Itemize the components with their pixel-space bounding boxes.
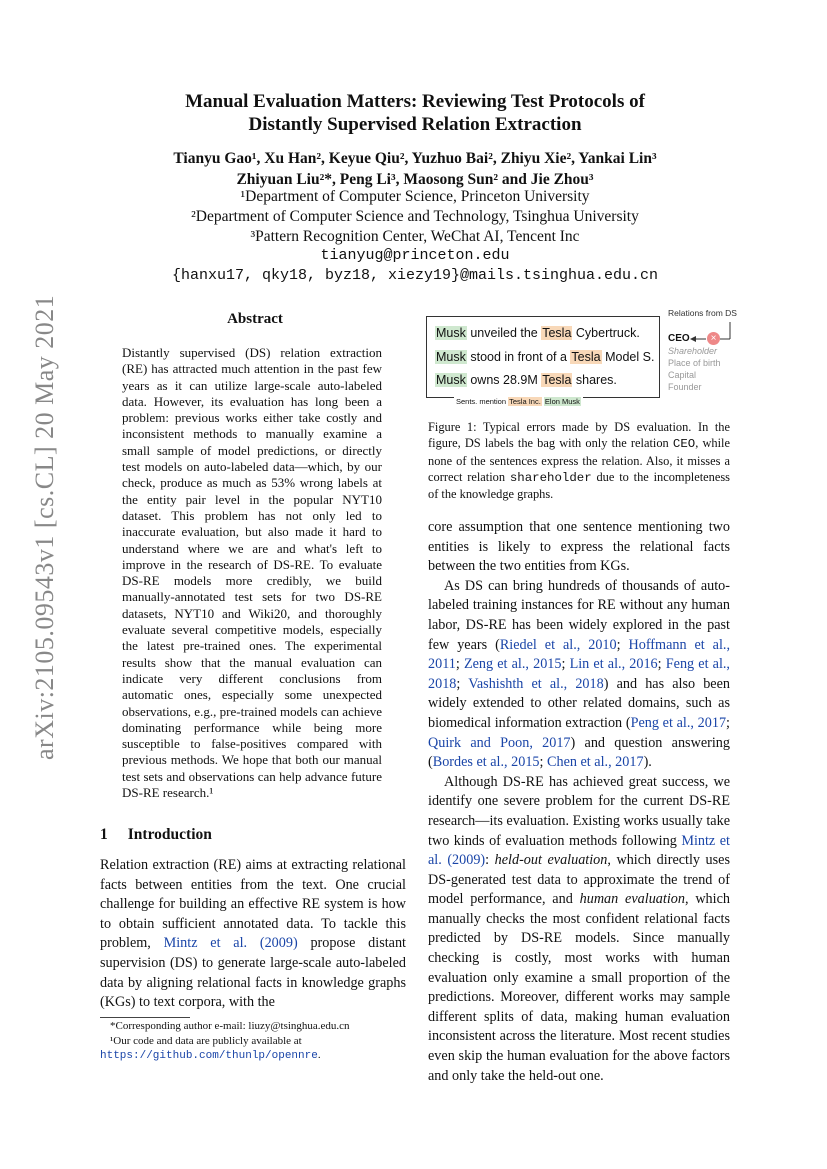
text: ). bbox=[643, 754, 652, 771]
right-column-body bbox=[428, 518, 730, 1086]
sentence-bag-box bbox=[426, 316, 660, 398]
citation-link[interactable]: Feng et al., 2018 bbox=[428, 656, 730, 692]
entity-tesla: Tesla bbox=[542, 373, 572, 387]
sents-entity-musk: Elon Musk bbox=[544, 397, 580, 406]
sentence-text: unveiled the bbox=[466, 326, 542, 340]
entity-musk: Musk bbox=[436, 373, 466, 387]
relation-capital: Capital bbox=[668, 370, 697, 380]
caption-text-b: , while none of the sentences express the relation. Also, it misses a correct relation bbox=[428, 436, 730, 484]
text: ) and question answering ( bbox=[428, 734, 730, 771]
sents-label-text: Sents. mention bbox=[456, 397, 509, 406]
text: ) and has also been widely extended to other related domains, such as biomedical information extraction ( bbox=[428, 675, 730, 731]
relation-shareholder: Shareholder bbox=[668, 346, 718, 356]
footnote-code-end: . bbox=[317, 1049, 321, 1061]
authors-line-1: Tianyu Gao¹, Xu Han², Keyue Qiu², Yuzhuo Bai², Zhiyu Xie², Yankai Lin³ bbox=[173, 150, 657, 167]
sep: ; bbox=[561, 656, 570, 673]
wrong-label-x-icon: × bbox=[707, 332, 720, 345]
sentence-1 bbox=[435, 326, 640, 340]
caption-shareholder: shareholder bbox=[509, 470, 592, 485]
sentence-text: shares. bbox=[572, 373, 617, 387]
paragraph-ds-explored bbox=[428, 577, 730, 773]
footnotes bbox=[100, 1019, 406, 1064]
caption-text-c: due to the incompleteness of the knowledge graphs. bbox=[428, 469, 730, 502]
affiliation-3: ³Pattern Recognition Center, WeChat AI, Tencent Inc bbox=[250, 228, 580, 245]
sentence-text: owns 28.9M bbox=[466, 373, 542, 387]
citation-link-mintz[interactable]: Mintz et al. (2009) bbox=[428, 832, 730, 869]
abstract-body: Distantly supervised (DS) relation extraction (RE) has attracted much attention in the past few years as it can utilize large-scale auto-labeled data. However, its evaluation has long been a problem: previous works either take costly and inconsistent methods to manually examine a small sample of model predictions, or directly test models on auto-labeled data—which, by our check, produce as much as 53% wrong labels at the entity pair level in the popular NYT10 dataset. This problem has not only led to inaccurate evaluation, but also made it hard to understand where we are and what's left to improve in the research of DS-RE. To evaluate DS-RE models more credibly, we build manually-annotated test sets for two DS-RE datasets, NYT10 and Wiki20, and thoroughly evaluate several competitive models, especially the latest pre-trained ones. The experimental results show that the manual evaluation can indicate very different conclusions from automatic ones, especially some unexpected observations, e.g., pre-trained models can achieve dominating performance while being more susceptible to false-positives compared with previous methods. We hope that both our manual test sets and observations can help advance future DS-RE research.¹ bbox=[122, 345, 382, 801]
github-link[interactable]: https://github.com/thunlp/opennre bbox=[100, 1050, 318, 1062]
sentence-2 bbox=[435, 350, 654, 364]
ceo-arrow-head bbox=[690, 336, 696, 342]
relation-place-of-birth: Place of birth bbox=[668, 358, 721, 368]
footnote-code bbox=[100, 1034, 406, 1064]
citation-link[interactable]: Bordes et al., 2015 bbox=[432, 754, 540, 771]
citation-link[interactable]: Riedel et al., 2010 bbox=[499, 636, 617, 653]
citation-link[interactable]: Quirk and Poon, 2017 bbox=[428, 734, 571, 751]
sentence-text: stood in front of a bbox=[466, 350, 571, 364]
sentence-text: Cybertruck. bbox=[572, 326, 640, 340]
affiliation-1: ¹Department of Computer Science, Princeton University bbox=[240, 188, 590, 205]
citation-link[interactable]: Chen et al., 2017 bbox=[547, 754, 644, 771]
term-human-eval: human evaluation bbox=[579, 891, 685, 908]
entity-tesla: Tesla bbox=[542, 326, 572, 340]
section-heading-introduction bbox=[100, 826, 212, 844]
text: As DS can bring hundreds of thousands of auto-labeled training instances for RE without any human labor, DS-RE has been widely explored in the past few years ( bbox=[428, 577, 730, 653]
term-held-out: held-out evaluation bbox=[494, 852, 608, 869]
text: Although DS-RE has achieved great success, we identify one severe problem for the current DS-RE research—its evaluation. Existing works usually take two kinds of evaluation methods following bbox=[428, 773, 730, 849]
sep: ; bbox=[726, 714, 730, 731]
entity-musk: Musk bbox=[436, 326, 466, 340]
relation-ceo: CEO bbox=[668, 333, 690, 344]
title-line-2: Distantly Supervised Relation Extraction bbox=[248, 114, 582, 135]
sep: ; bbox=[456, 675, 469, 692]
relations-heading: Relations from DS bbox=[668, 308, 737, 318]
intro-text-2: propose distant supervision (DS) to generate large-scale auto-labeled data by aligning relational facts in knowledge graphs (KGs) to text corpora, with the bbox=[100, 935, 406, 1011]
sentence-text: Model S. bbox=[601, 350, 655, 364]
sents-entity-tesla: Tesla Inc. bbox=[509, 397, 541, 406]
author-emails bbox=[100, 246, 730, 286]
section-title: Introduction bbox=[127, 826, 212, 843]
sep: ; bbox=[616, 636, 629, 653]
citation-link[interactable]: Peng et al., 2017 bbox=[630, 714, 727, 731]
citation-link[interactable]: Zeng et al., 2015 bbox=[463, 656, 562, 673]
text: , which directly uses DS-generated test data to approximate the trend of model performance, and bbox=[428, 852, 730, 908]
affiliations bbox=[100, 187, 730, 247]
footnote-code-text: ¹Our code and data are publicly available at bbox=[110, 1034, 302, 1047]
citation-link[interactable]: Vashishth et al., 2018 bbox=[468, 675, 604, 692]
introduction-paragraph bbox=[100, 856, 406, 1013]
citation-link[interactable]: Hoffmann et al., 2011 bbox=[428, 636, 730, 673]
paragraph-core-assumption: core assumption that one sentence mentioning two entities is likely to express the relational facts between the two entities from KGs. bbox=[428, 519, 730, 575]
footnote-divider bbox=[100, 1017, 190, 1018]
arxiv-identifier: arXiv:2105.09543v1 [cs.CL] 20 May 2021 bbox=[30, 294, 59, 760]
email-princeton: tianyug@princeton.edu bbox=[320, 247, 510, 264]
title-line-1: Manual Evaluation Matters: Reviewing Test Protocols of bbox=[185, 91, 645, 112]
text: , which manually checks the most confident relational facts predicted by DS-RE models. Since manually checking is costly, most works with human evaluation only examine a small proportion of the predictions. Moreover, different works may sample different splits of data, making human evaluation inconsistent across the literature. Most recent studies even skip the human evaluation for the above factors and only take the held-out one. bbox=[428, 891, 730, 1084]
paper-title bbox=[100, 90, 730, 136]
section-number: 1 bbox=[100, 826, 108, 843]
footnote-corresponding: *Corresponding author e-mail: liuzy@tsinghua.edu.cn bbox=[110, 1020, 350, 1032]
figure-1-caption bbox=[428, 419, 730, 502]
abstract-heading: Abstract bbox=[227, 311, 283, 327]
sep: ; bbox=[455, 656, 464, 673]
sep: ; bbox=[657, 656, 666, 673]
caption-text-a: Figure 1: Typical errors made by DS evaluation. In the figure, DS labels the bag with only the relation bbox=[428, 420, 730, 451]
text: : bbox=[485, 852, 495, 869]
citation-link[interactable]: Lin et al., 2016 bbox=[569, 656, 658, 673]
sentence-bag-label bbox=[454, 397, 583, 406]
sep: ; bbox=[539, 754, 548, 771]
figure-1 bbox=[424, 308, 737, 408]
relation-founder: Founder bbox=[668, 382, 702, 392]
entity-tesla: Tesla bbox=[571, 350, 601, 364]
affiliation-2: ²Department of Computer Science and Technology, Tsinghua University bbox=[191, 208, 639, 225]
sentence-3 bbox=[435, 373, 617, 387]
intro-text-1: Relation extraction (RE) aims at extracting relational facts between entities from the text. One crucial challenge for building an effective RE system is how to obtain sufficient annotated data. To tackle this problem, bbox=[100, 857, 406, 952]
caption-ceo: CEO bbox=[672, 437, 696, 452]
authors-line-2: Zhiyuan Liu²*, Peng Li³, Maosong Sun² and Jie Zhou³ bbox=[236, 171, 594, 188]
paragraph-evaluation-problem bbox=[428, 773, 730, 1087]
entity-musk: Musk bbox=[436, 350, 466, 364]
author-list bbox=[100, 148, 730, 190]
email-tsinghua: {hanxu17, qky18, byz18, xiezy19}@mails.tsinghua.edu.cn bbox=[171, 267, 659, 284]
citation-link-mintz[interactable]: Mintz et al. (2009) bbox=[163, 935, 298, 952]
